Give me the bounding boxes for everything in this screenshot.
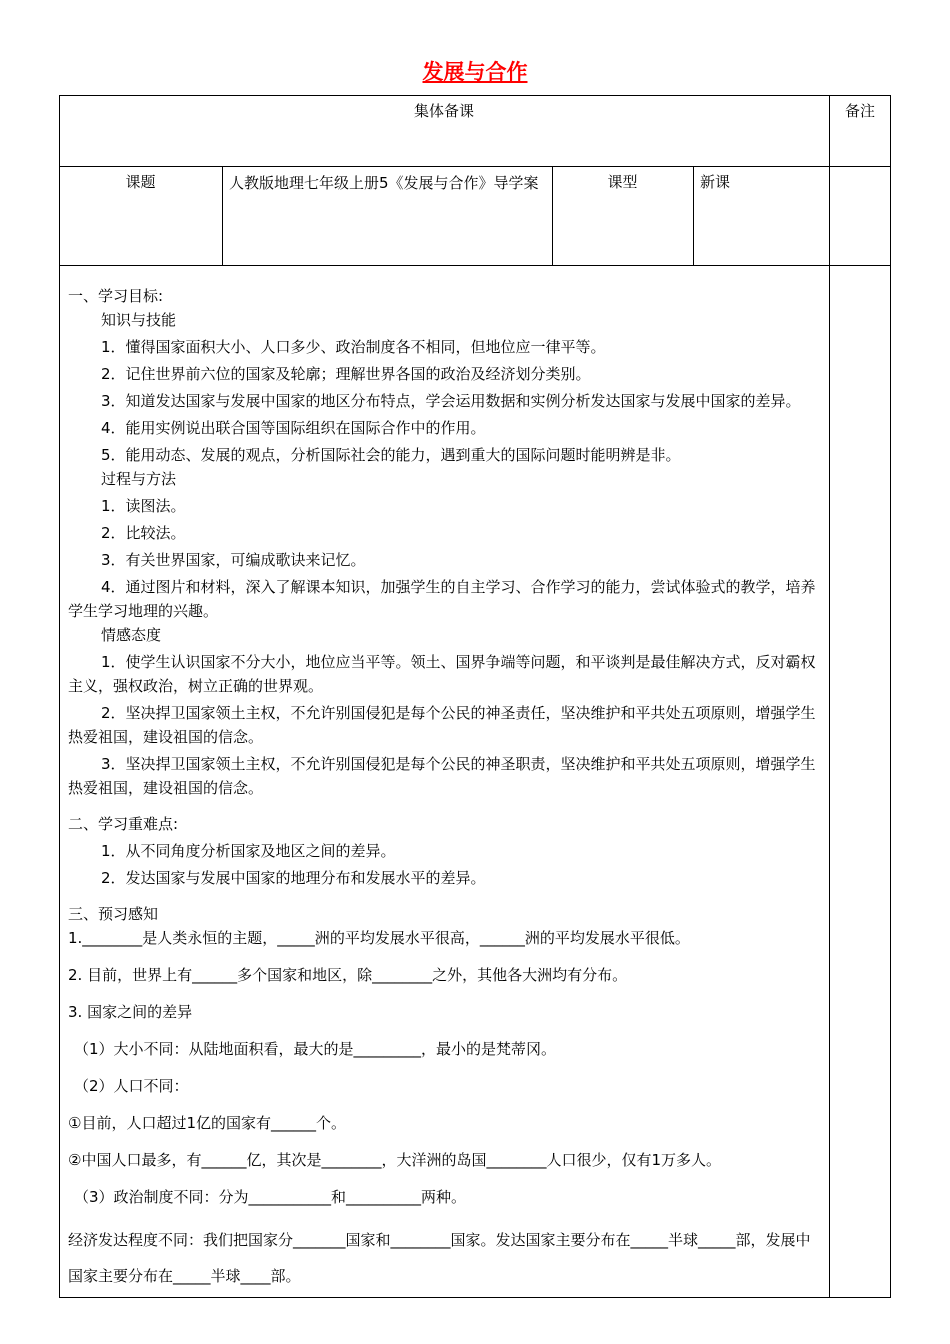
knowledge-item: 4．能用实例说出联合国等国际组织在国际合作中的作用。	[101, 419, 486, 437]
preview-heading: 三、预习感知	[68, 905, 159, 923]
collective-prep-label: 集体备课	[413, 102, 474, 120]
key-points-heading: 二、学习重难点:	[68, 815, 179, 833]
row-divider-1	[59, 166, 891, 167]
preview-line: （1）大小不同：从陆地面积看，最大的是_________，最小的是梵蒂冈。	[74, 1040, 557, 1058]
key-point-item: 1．从不同角度分析国家及地区之间的差异。	[101, 842, 396, 860]
preview-line: （2）人口不同：	[74, 1077, 189, 1095]
preview-line: 3. 国家之间的差异	[68, 1003, 193, 1021]
knowledge-heading: 知识与技能	[101, 311, 177, 329]
preview-line: 2. 目前，世界上有______多个国家和地区，除________之外，其他各大洲均有分布。	[68, 966, 628, 984]
process-item: 1．读图法。	[101, 497, 186, 515]
lesson-content	[68, 284, 824, 1294]
topic-value: 人教版地理七年级上册5《发展与合作》导学案	[229, 174, 539, 192]
emotion-item: 2．坚决捍卫国家领土主权，不允许别国侵犯是每个公民的神圣责任，坚决维护和平共处五项原则，增强学生热爱祖国，建设祖国的信念。	[68, 704, 816, 746]
preview-line: （3）政治制度不同：分为___________和__________两种。	[74, 1188, 467, 1206]
emotion-item: 1．使学生认识国家不分大小，地位应当平等。领土、国界争端等问题，和平谈判是最佳解决方式，反对霸权主义，强权政治，树立正确的世界观。	[68, 653, 816, 695]
process-item: 4．通过图片和材料，深入了解课本知识，加强学生的自主学习、合作学习的能力，尝试体验式的教学，培养学生学习地理的兴趣。	[68, 578, 816, 620]
remarks-label: 备注	[844, 102, 875, 120]
emotion-item: 3．坚决捍卫国家领土主权，不允许别国侵犯是每个公民的神圣职责，坚决维护和平共处五项原则，增强学生热爱祖国，建设祖国的信念。	[68, 755, 816, 797]
process-item: 2．比较法。	[101, 524, 186, 542]
emotion-heading: 情感态度	[101, 626, 162, 644]
preview-line: ①目前，人口超过1亿的国家有______个。	[68, 1114, 346, 1132]
knowledge-item: 1．懂得国家面积大小、人口多少、政治制度各不相同，但地位应一律平等。	[101, 338, 606, 356]
knowledge-item: 5．能用动态、发展的观点，分析国际社会的能力，遇到重大的国际问题时能明辨是非。	[101, 446, 681, 464]
row-divider-2	[59, 265, 891, 266]
type-label: 课型	[607, 173, 638, 191]
page-title: 发展与合作	[422, 60, 528, 84]
preview-line: ②中国人口最多，有______亿，其次是________，大洋洲的岛国________人口很少，仅有1万多人。	[68, 1151, 721, 1169]
preview-line: 1.________是人类永恒的主题，_____洲的平均发展水平很高，______洲的平均发展水平很低。	[68, 929, 690, 947]
type-value: 新课	[700, 173, 731, 191]
col-divider-type-value	[693, 166, 694, 266]
process-heading: 过程与方法	[101, 470, 177, 488]
remarks-column-divider	[829, 95, 830, 1298]
goals-heading: 一、学习目标:	[68, 287, 164, 305]
knowledge-item: 3．知道发达国家与发展中国家的地区分布特点，学会运用数据和实例分析发达国家与发展中国家的差异。	[101, 392, 801, 410]
topic-label: 课题	[125, 173, 156, 191]
col-divider-topic	[222, 166, 223, 266]
knowledge-item: 2．记住世界前六位的国家及轮廓；理解世界各国的政治及经济划分类别。	[101, 365, 591, 383]
process-item: 3．有关世界国家，可编成歌诀来记忆。	[101, 551, 366, 569]
key-point-item: 2．发达国家与发展中国家的地理分布和发展水平的差异。	[101, 869, 486, 887]
preview-line: 经济发达程度不同：我们把国家分_______国家和________国家。发达国家主要分布在_____半球_____部，发展中国家主要分布在_____半球____部。	[68, 1231, 811, 1285]
